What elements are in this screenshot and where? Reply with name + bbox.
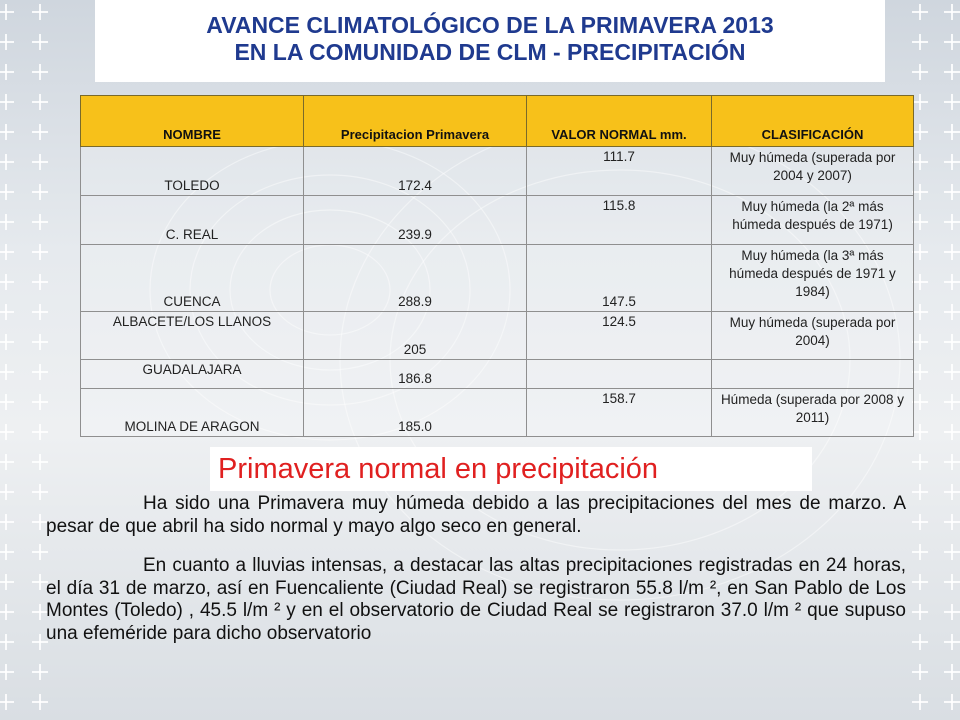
- cell-clasificacion: [712, 360, 914, 389]
- table-row: [81, 196, 914, 245]
- cell-clasificacion: Muy húmeda (superada por 2004): [712, 312, 914, 360]
- body-text: [46, 493, 906, 662]
- paragraph-2: En cuanto a lluvias intensas, a destacar las altas precipitaciones registradas en 24 horas, el día 31 de marzo, así en Fuencaliente (Ciudad Real) se registraron 55.8 l/m ², en San Pablo de Los Montes (Toledo) , 45.5 l/m ² y en el observatorio de Ciudad Real se registraron 37.0 l/m ² que supuso una efeméride para dicho observatorio: [46, 555, 906, 644]
- cell-normal: 124.5: [527, 312, 712, 360]
- table-row: [81, 245, 914, 312]
- paragraph-1: Ha sido una Primavera muy húmeda debido a las precipitaciones del mes de marzo. A pesar de que abril ha sido normal y mayo algo seco en general.: [46, 493, 906, 537]
- cell-precipitacion: 288.9: [304, 245, 527, 312]
- cell-normal: [527, 360, 712, 389]
- cell-precipitacion: 186.8: [304, 360, 527, 389]
- cell-precipitacion: 172.4: [304, 147, 527, 196]
- cell-normal: 111.7: [527, 147, 712, 196]
- cell-clasificacion: Húmeda (superada por 2008 y 2011): [712, 389, 914, 437]
- header-clasificacion: CLASIFICACIÓN: [712, 96, 914, 147]
- subtitle-banner: Primavera normal en precipitación: [210, 447, 812, 491]
- cell-nombre: MOLINA DE ARAGON: [81, 389, 304, 437]
- title-box: [95, 0, 885, 82]
- table-row: [81, 147, 914, 196]
- header-precipitacion: Precipitacion Primavera: [304, 96, 527, 147]
- header-nombre: NOMBRE: [81, 96, 304, 147]
- table-row: [81, 312, 914, 360]
- cell-precipitacion: 205: [304, 312, 527, 360]
- cell-clasificacion: Muy húmeda (superada por 2004 y 2007): [712, 147, 914, 196]
- header-valor-normal: VALOR NORMAL mm.: [527, 96, 712, 147]
- cell-clasificacion: Muy húmeda (la 3ª más húmeda después de 1971 y 1984): [712, 245, 914, 312]
- table-header-row: [81, 96, 914, 147]
- cell-nombre: ALBACETE/LOS LLANOS: [81, 312, 304, 360]
- cell-clasificacion: Muy húmeda (la 2ª más húmeda después de 1971): [712, 196, 914, 245]
- table-row: [81, 389, 914, 437]
- cell-nombre: GUADALAJARA: [81, 360, 304, 389]
- precipitation-table: [80, 95, 914, 437]
- title-line-2: EN LA COMUNIDAD DE CLM - PRECIPITACIÓN: [234, 39, 746, 65]
- cell-normal: 147.5: [527, 245, 712, 312]
- cell-precipitacion: 185.0: [304, 389, 527, 437]
- table-row: [81, 360, 914, 389]
- cell-precipitacion: 239.9: [304, 196, 527, 245]
- cell-nombre: TOLEDO: [81, 147, 304, 196]
- cell-nombre: C. REAL: [81, 196, 304, 245]
- cell-nombre: CUENCA: [81, 245, 304, 312]
- cell-normal: 115.8: [527, 196, 712, 245]
- cell-normal: 158.7: [527, 389, 712, 437]
- title-line-1: AVANCE CLIMATOLÓGICO DE LA PRIMAVERA 2013: [206, 12, 774, 38]
